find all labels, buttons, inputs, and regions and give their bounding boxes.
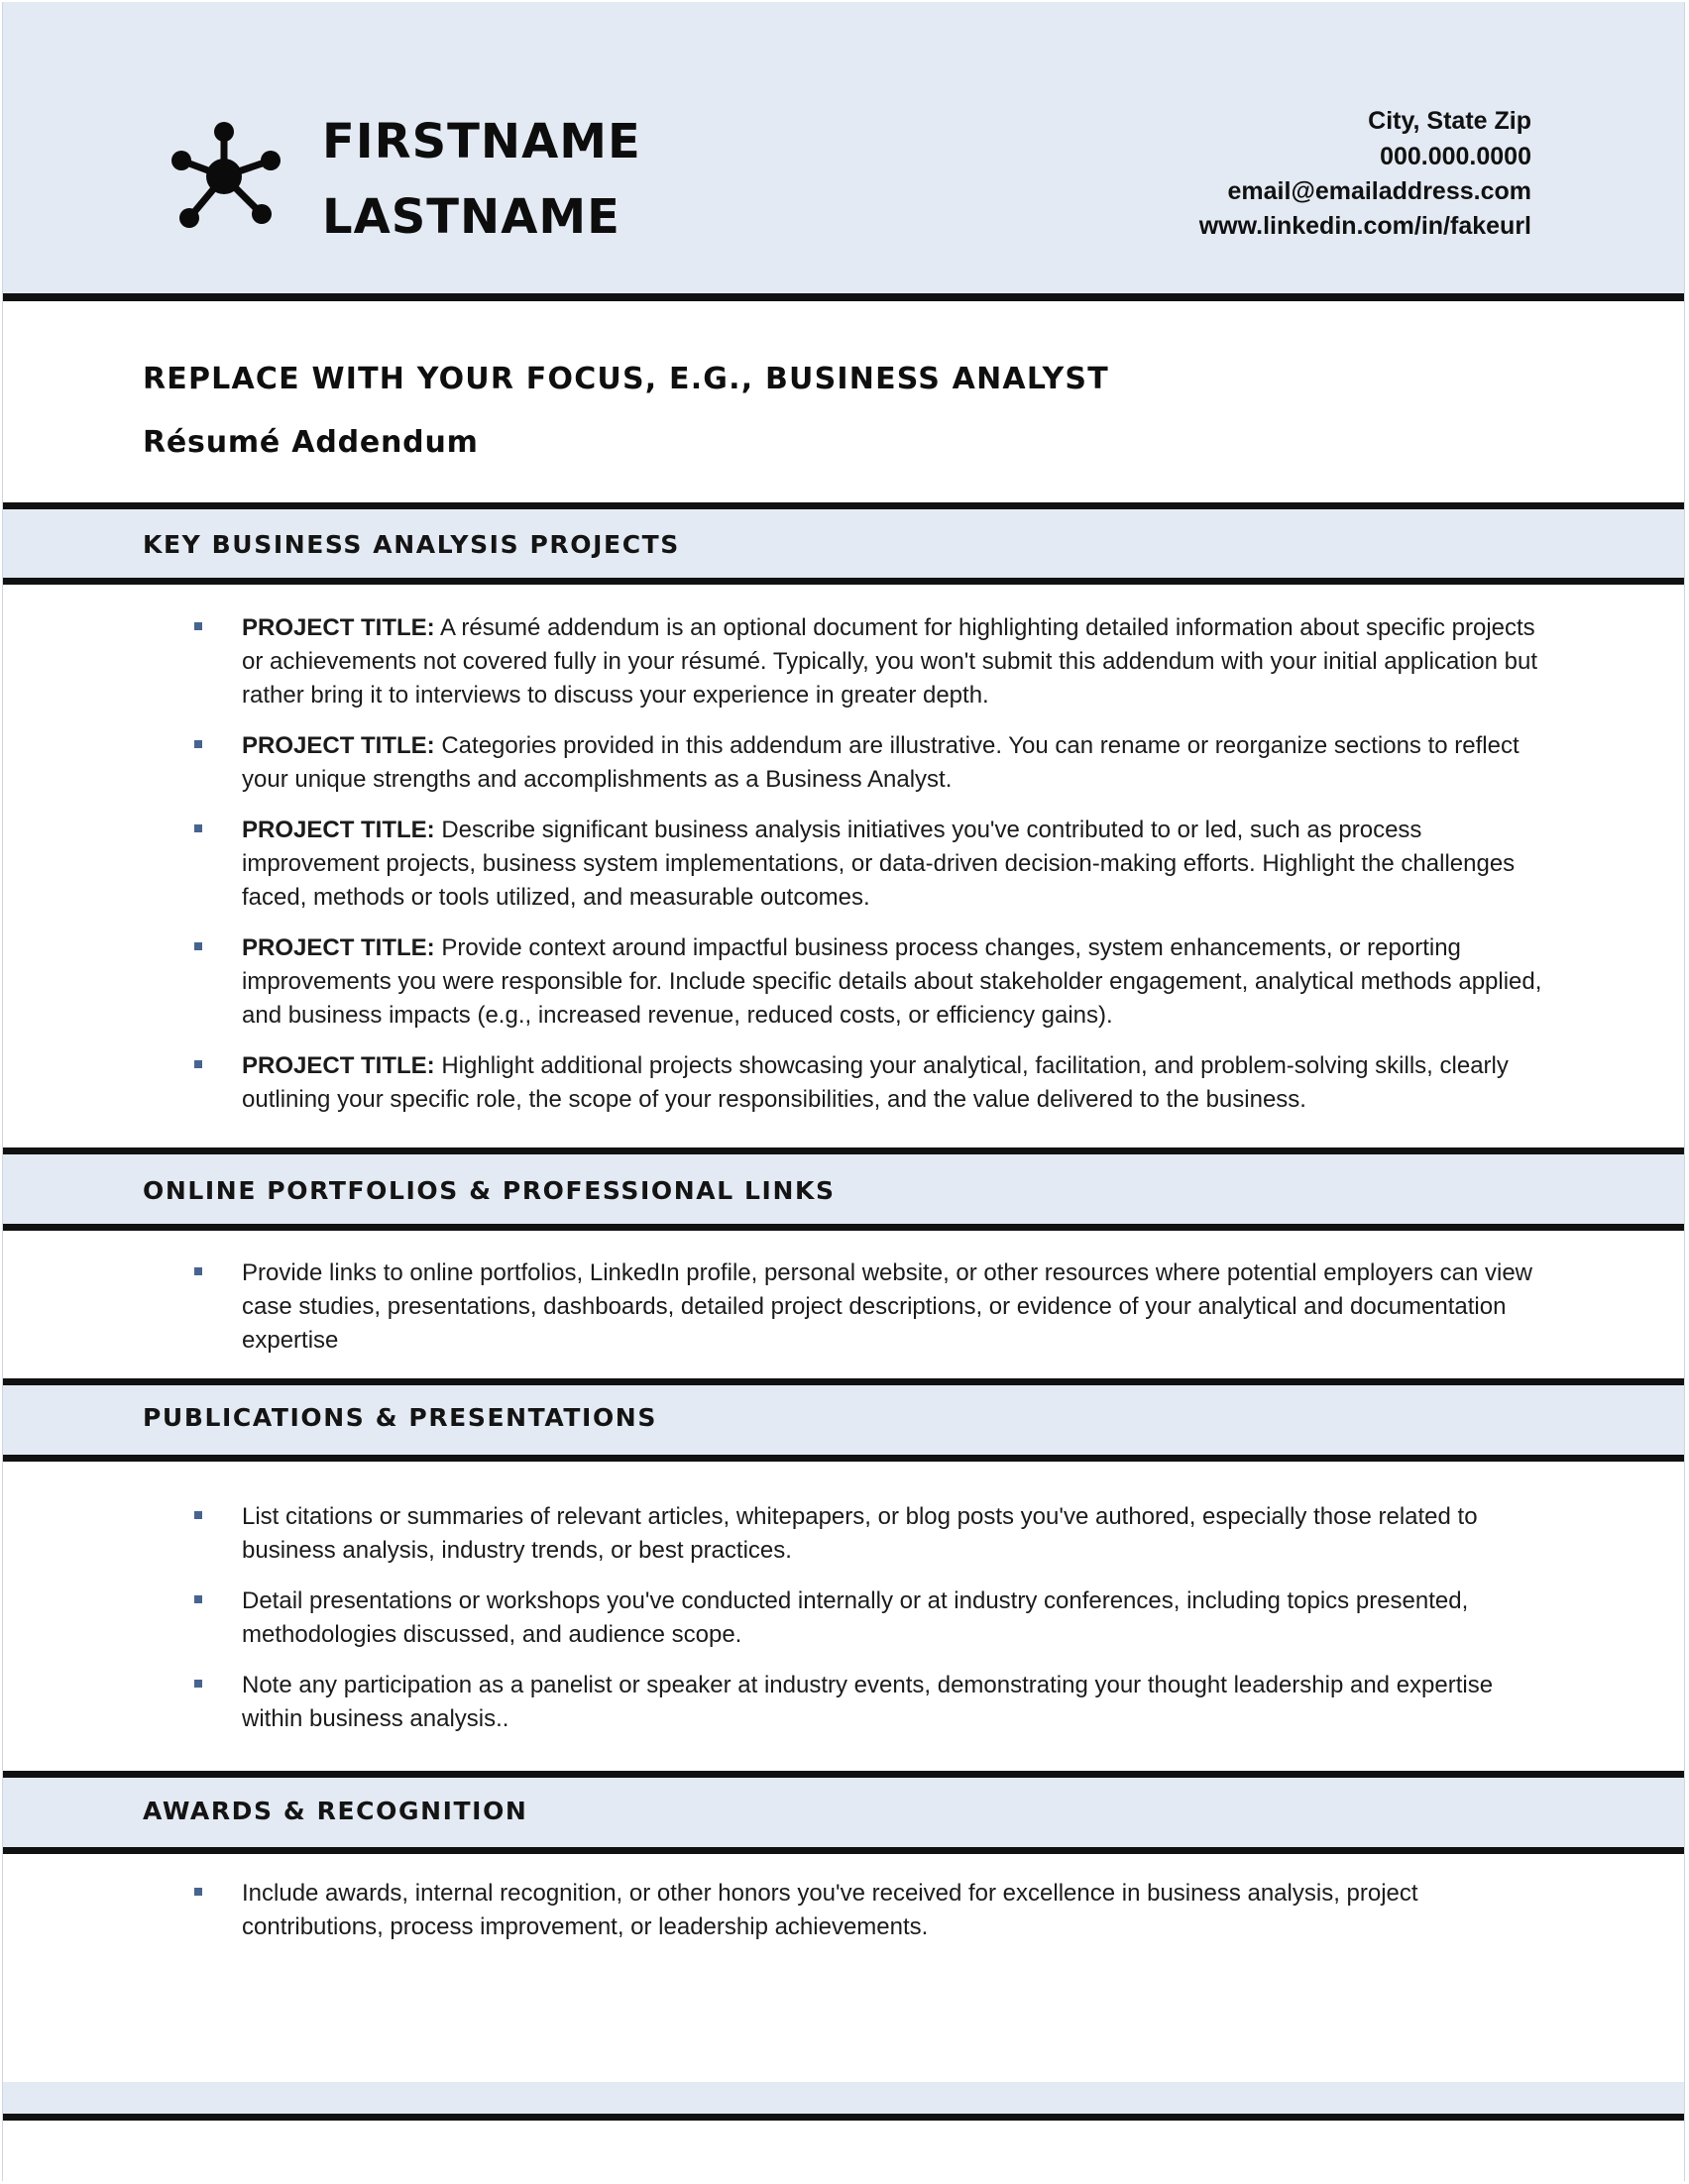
last-name: LASTNAME xyxy=(322,189,620,245)
list-item: List citations or summaries of relevant articles, whitepapers, or blog posts you've authored, especially those related to business analysis, industry trends, or best practices. xyxy=(194,1500,1552,1568)
list-item: Note any participation as a panelist or speaker at industry events, demonstrating your thought leadership and expertise within business analysis.. xyxy=(194,1669,1552,1736)
footer-rule xyxy=(3,2114,1684,2121)
footer-band xyxy=(3,2082,1684,2114)
molecule-network-icon xyxy=(167,119,285,238)
list-item: Detail presentations or workshops you've conducted internally or at industry conferences, including topics presented, methodologies discussed, and audience scope. xyxy=(194,1584,1552,1652)
contact-linkedin[interactable]: www.linkedin.com/in/fakeurl xyxy=(1198,212,1531,240)
section-rule-top xyxy=(3,1147,1684,1154)
resume-page xyxy=(2,2,1685,2181)
first-name: FIRSTNAME xyxy=(322,114,641,169)
list-item: PROJECT TITLE: Provide context around impactful business process changes, system enhancements, or reporting improvements you were responsible for. Include specific details about stakeholder engagement, analytical methods applied, and business impacts (e.g., increased revenue, reduced costs, or efficiency gains). xyxy=(194,931,1552,1033)
section-rule-top xyxy=(3,1771,1684,1778)
section-heading-projects: KEY BUSINESS ANALYSIS PROJECTS xyxy=(143,530,680,559)
list-item: Provide links to online portfolios, LinkedIn profile, personal website, or other resources where potential employers can view case studies, presentations, dashboards, detailed project descriptions, or evidence of your analytical and documentation expertise xyxy=(194,1256,1552,1358)
header-rule xyxy=(3,293,1684,301)
list-item: PROJECT TITLE: Highlight additional projects showcasing your analytical, facilitation, and problem-solving skills, clearly outlining your specific role, the scope of your responsibilities, and the value delivered to the business. xyxy=(194,1049,1552,1117)
section-heading-publications: PUBLICATIONS & PRESENTATIONS xyxy=(143,1403,657,1432)
publications-list xyxy=(194,1500,1552,1736)
awards-list xyxy=(194,1877,1552,1944)
section-heading-awards: AWARDS & RECOGNITION xyxy=(143,1797,528,1825)
list-item: Include awards, internal recognition, or other honors you've received for excellence in business analysis, project contributions, process improvement, or leadership achievements. xyxy=(194,1877,1552,1944)
list-item: PROJECT TITLE: Describe significant business analysis initiatives you've contributed to or led, such as process improvement projects, business system implementations, or data-driven decision-making efforts. Highlight the challenges faced, methods or tools utilized, and measurable outcomes. xyxy=(194,814,1552,915)
section-heading-portfolios: ONLINE PORTFOLIOS & PROFESSIONAL LINKS xyxy=(143,1176,836,1205)
portfolios-list xyxy=(194,1256,1552,1358)
focus-title: REPLACE WITH YOUR FOCUS, E.G., BUSINESS ANALYST xyxy=(143,362,1109,396)
contact-location: City, State Zip xyxy=(1368,107,1531,135)
contact-phone: 000.000.0000 xyxy=(1380,143,1531,170)
document-subtitle: Résumé Addendum xyxy=(143,425,479,460)
section-rule-bottom xyxy=(3,1224,1684,1231)
section-rule-top xyxy=(3,502,1684,509)
list-item: PROJECT TITLE: A résumé addendum is an optional document for highlighting detailed information about specific projects or achievements not covered fully in your résumé. Typically, you won't submit this addendum with your initial application but rather bring it to interviews to discuss your experience in greater depth. xyxy=(194,611,1552,712)
section-rule-bottom xyxy=(3,1847,1684,1854)
section-rule-bottom xyxy=(3,1455,1684,1462)
section-rule-bottom xyxy=(3,578,1684,585)
section-rule-top xyxy=(3,1378,1684,1385)
list-item: PROJECT TITLE: Categories provided in this addendum are illustrative. You can rename or reorganize sections to reflect your unique strengths and accomplishments as a Business Analyst. xyxy=(194,729,1552,797)
projects-list xyxy=(194,611,1552,1117)
contact-email[interactable]: email@emailaddress.com xyxy=(1227,177,1531,205)
